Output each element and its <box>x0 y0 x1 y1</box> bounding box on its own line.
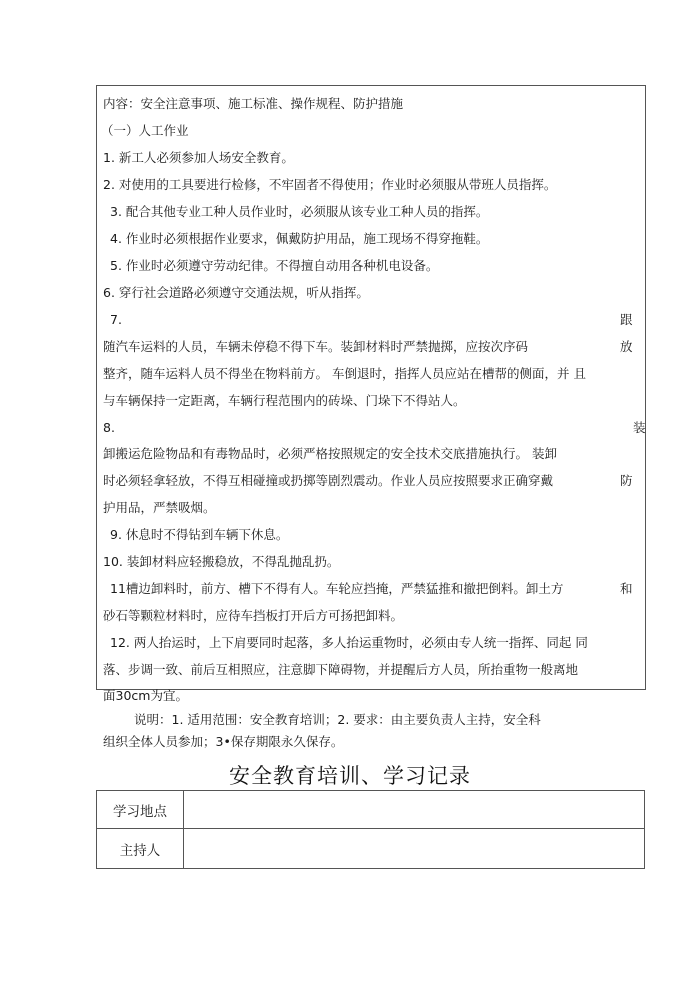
rule-item-7-number: 7. <box>110 312 122 327</box>
location-label: 学习地点 <box>97 791 184 829</box>
rule-item-8-line-4: 护用品，严禁吸烟。 <box>103 500 216 515</box>
table-row <box>97 829 645 869</box>
rule-item-7-line-4: 与车辆保持一定距离，车辆行程范围内的砖垛、门垛下不得站人。 <box>103 393 466 408</box>
host-value-cell[interactable] <box>184 829 645 869</box>
rule-item-8-number: 8. <box>103 420 115 435</box>
record-title: 安全教育培训、学习记录 <box>229 764 471 788</box>
rule-item-4: 4. 作业时必须根据作业要求，佩戴防护用品，施工现场不得穿拖鞋。 <box>110 231 489 246</box>
rule-item-12-line-2: 落、步调一致、前后互相照应，注意脚下障碍物，并提醒后方人员，所抬重物一般离地 <box>103 662 579 677</box>
rule-item-10: 10. 装卸材料应轻搬稳放，不得乱抛乱扔。 <box>103 554 340 569</box>
rule-item-11-tail-1: 和 <box>620 581 633 596</box>
content-header: 内容：安全注意事项、施工标准、操作规程、防护措施 <box>103 96 404 111</box>
rule-item-9: 9. 休息时不得钻到车辆下休息。 <box>110 527 289 542</box>
rule-item-2: 2. 对使用的工具要进行检修，不牢固者不得使用；作业时必须服从带班人员指挥。 <box>103 177 557 192</box>
rule-item-7-line-3: 整齐，随车运料人员不得坐在物料前方。 车倒退时，指挥人员应站在槽帮的侧面，并 且 <box>103 366 586 381</box>
rule-item-7-line-2: 随汽车运料的人员，车辆未停稳不得下车。装卸材料时严禁抛掷，应按次序码 <box>103 339 529 354</box>
rule-item-6: 6. 穿行社会道路必须遵守交通法规，听从指挥。 <box>103 285 369 300</box>
note-line-1: 说明：1. 适用范围：安全教育培训；2. 要求：由主要负责人主持，安全科 <box>134 712 541 727</box>
rule-item-8-tail-3: 防 <box>620 473 633 488</box>
table-row <box>97 791 645 829</box>
section-title: （一）人工作业 <box>101 123 189 138</box>
rule-item-1: 1. 新工人必须参加人场安全教育。 <box>103 150 294 165</box>
rule-item-5: 5. 作业时必须遵守劳动纪律。不得擅自动用各种机电设备。 <box>110 258 439 273</box>
note-line-2: 组织全体人员参加；3•保存期限永久保存。 <box>103 734 344 749</box>
record-table <box>96 790 645 869</box>
rule-item-12-line-3: 面30cm为宜。 <box>103 688 188 703</box>
rule-item-11-line-1: 11槽边卸料时，前方、槽下不得有人。车轮应挡掩，严禁猛推和撤把倒料。卸土方 <box>110 581 564 596</box>
rule-item-3: 3. 配合其他专业工种人员作业时，必须服从该专业工种人员的指挥。 <box>110 204 489 219</box>
host-label: 主持人 <box>97 829 184 869</box>
rule-item-8-line-2: 卸搬运危险物品和有毒物品时，必须严格按照规定的安全技术交底措施执行。 装卸 <box>103 446 557 461</box>
rule-item-11-line-2: 砂石等颗粒材料时，应待车挡板打开后方可扬把卸料。 <box>103 608 404 623</box>
content-box <box>96 85 646 690</box>
rule-item-8-line-3: 时必须轻拿轻放，不得互相碰撞或扔掷等剧烈震动。作业人员应按照要求正确穿戴 <box>103 473 554 488</box>
rule-item-7-tail-2: 放 <box>620 339 633 354</box>
rule-item-12-line-1: 12. 两人抬运时，上下肩要同时起落，多人抬运重物时，必须由专人统一指挥、同起 同 <box>110 635 588 650</box>
location-value-cell[interactable] <box>184 791 645 829</box>
rule-item-8-tail-1: 装 <box>633 420 646 435</box>
rule-item-7-tail-1: 跟 <box>620 312 633 327</box>
